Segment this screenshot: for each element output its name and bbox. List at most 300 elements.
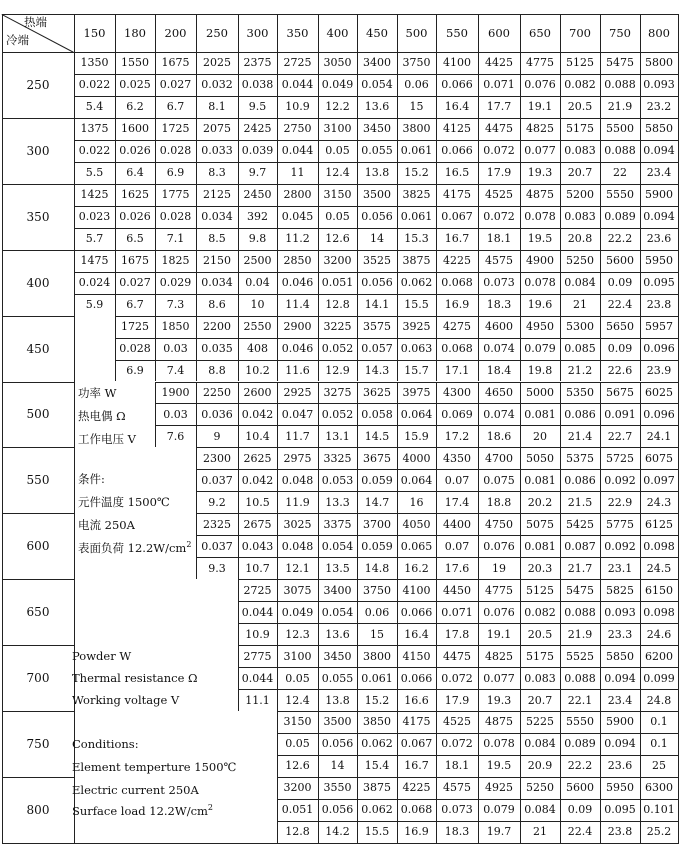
data-col-line	[600, 382, 601, 448]
table-cell-power: 5425	[566, 517, 594, 531]
table-cell-voltage: 22.6	[607, 364, 633, 377]
data-col-line	[520, 382, 521, 448]
table-cell-power: 3400	[323, 583, 352, 597]
data-col-line	[640, 316, 641, 382]
table-cell-power: 4125	[443, 122, 471, 136]
table-cell-resistance: 0.027	[159, 78, 192, 92]
data-col-line	[397, 711, 398, 777]
table-cell-power: 4275	[443, 320, 471, 334]
table-cell-voltage: 22.4	[567, 825, 593, 839]
table-cell-resistance: 0.087	[564, 539, 596, 553]
table-cell-power: 3800	[402, 122, 431, 136]
table-cell-power: 3800	[363, 649, 391, 663]
table-cell-voltage: 17.9	[444, 693, 470, 707]
table-cell-power: 4475	[443, 649, 471, 663]
data-col-line	[196, 52, 197, 118]
table-cell-power: 4300	[443, 385, 471, 399]
table-cell-voltage: 17.2	[444, 429, 470, 443]
table-cell-resistance: 0.024	[78, 276, 111, 290]
data-col-line	[397, 382, 398, 448]
table-cell-voltage: 20	[533, 429, 547, 443]
table-cell-power: 4475	[485, 122, 513, 136]
table-cell-voltage: 6.4	[126, 166, 144, 180]
data-col-line	[678, 382, 679, 448]
header-hot-temp: 800	[648, 26, 670, 40]
data-col-line	[318, 250, 319, 316]
data-col-line	[196, 513, 197, 579]
table-cell-voltage: 16.4	[444, 100, 470, 114]
table-cell-resistance: 0.09	[607, 342, 633, 356]
table-cell-voltage: 11	[290, 166, 305, 180]
table-cell-power: 5350	[566, 385, 594, 399]
table-cell-voltage: 16.7	[444, 232, 470, 246]
table-cell-resistance: 0.028	[159, 210, 192, 224]
table-cell-power: 5175	[566, 122, 594, 136]
data-col-line	[678, 184, 679, 250]
table-cell-voltage: 16.4	[404, 627, 429, 641]
table-cell-resistance: 0.051	[281, 803, 314, 817]
table-cell-power: 4775	[485, 583, 513, 597]
table-cell-resistance: 0.061	[400, 210, 433, 224]
data-col-line	[520, 645, 521, 711]
table-cell-power: 3450	[323, 649, 352, 663]
data-col-line	[640, 184, 641, 250]
table-cell-power: 4225	[443, 254, 471, 268]
data-col-line	[397, 184, 398, 250]
table-cell-power: 4450	[443, 583, 471, 597]
table-cell-voltage: 23.2	[646, 100, 672, 114]
table-cell-power: 5950	[606, 781, 634, 795]
data-col-line	[238, 52, 239, 118]
table-cell-resistance: 0.066	[441, 144, 473, 158]
cold-temp-label: 300	[26, 143, 50, 158]
table-cell-resistance: 0.042	[241, 473, 274, 487]
table-cell-power: 2250	[203, 385, 231, 399]
data-col-line	[318, 579, 319, 645]
table-cell-voltage: 22.1	[567, 693, 593, 707]
data-col-line	[318, 777, 319, 843]
table-cell-voltage: 19.6	[527, 298, 553, 312]
table-cell-voltage: 7.3	[166, 298, 185, 312]
table-cell-voltage: 15.2	[404, 166, 429, 180]
data-col-line	[520, 447, 521, 513]
table-cell-resistance: 0.088	[604, 144, 636, 158]
table-cell-power: 3450	[363, 122, 391, 136]
table-cell-resistance: 0.027	[119, 276, 151, 290]
table-cell-voltage: 12.3	[285, 627, 310, 641]
data-col-line	[238, 382, 239, 448]
corner-cold-label: 冷端	[6, 33, 29, 47]
conditions-cn-current: 电流 250A	[78, 518, 135, 532]
table-cell-power: 1725	[161, 122, 190, 136]
table-cell-voltage: 24.6	[646, 627, 672, 641]
table-cell-voltage: 15.3	[404, 232, 429, 246]
data-col-line	[436, 382, 437, 448]
data-col-line	[357, 447, 358, 513]
table-cell-voltage: 11.9	[285, 495, 310, 509]
table-cell-voltage: 9.3	[208, 561, 226, 575]
data-col-line	[436, 52, 437, 118]
table-cell-voltage: 18.3	[486, 298, 512, 312]
table-cell-voltage: 17.9	[486, 166, 512, 180]
cold-temp-label: 450	[26, 341, 50, 356]
data-col-line	[357, 184, 358, 250]
data-col-line	[238, 513, 239, 579]
table-cell-resistance: 0.075	[483, 473, 515, 487]
table-cell-resistance: 0.044	[281, 144, 314, 158]
table-cell-voltage: 19.3	[527, 166, 553, 180]
table-cell-voltage: 18.3	[444, 825, 470, 839]
table-cell-voltage: 19.8	[527, 364, 553, 377]
data-col-line	[357, 579, 358, 645]
table-cell-resistance: 0.076	[483, 539, 515, 553]
table-cell-power: 2300	[203, 451, 231, 465]
table-cell-voltage: 12.4	[285, 693, 310, 707]
table-cell-power: 3075	[283, 583, 312, 597]
table-cell-power: 3100	[323, 122, 352, 136]
table-cell-voltage: 21.7	[567, 561, 593, 575]
table-cell-power: 3875	[363, 781, 391, 795]
table-cell-power: 4525	[443, 715, 471, 729]
table-cell-voltage: 11.4	[285, 298, 310, 312]
table-cell-power: 3550	[323, 781, 352, 795]
header-hot-temp: 200	[164, 26, 187, 40]
table-cell-voltage: 24.5	[646, 561, 672, 575]
table-cell-resistance: 0.046	[281, 276, 314, 290]
data-col-line	[238, 118, 239, 184]
cold-temp-label: 800	[26, 802, 50, 817]
header-hot-temp: 600	[488, 26, 510, 40]
data-col-line	[520, 316, 521, 382]
table-cell-voltage: 17.6	[444, 561, 470, 575]
table-cell-resistance: 0.058	[361, 407, 393, 421]
table-cell-voltage: 18.1	[444, 759, 470, 773]
data-col-line	[155, 52, 156, 118]
table-cell-voltage: 16	[409, 495, 424, 509]
table-cell-voltage: 17.8	[444, 627, 470, 641]
table-cell-resistance: 0.054	[321, 605, 354, 619]
table-cell-voltage: 16.2	[404, 561, 429, 575]
table-cell-voltage: 23.9	[646, 364, 672, 377]
table-cell-power: 3500	[323, 715, 352, 729]
data-col-line	[196, 316, 197, 382]
header-hot-temp: 300	[246, 26, 269, 40]
table-cell-power: 0.1	[650, 715, 668, 729]
table-cell-power: 3575	[363, 320, 391, 334]
table-cell-resistance: 0.068	[400, 803, 433, 817]
header-hot-temp: 650	[529, 26, 551, 40]
data-col-line	[640, 52, 641, 118]
table-cell-voltage: 14.1	[364, 298, 390, 312]
table-cell-resistance: 0.089	[564, 737, 596, 751]
table-cell-resistance: 0.046	[281, 342, 314, 356]
table-cell-resistance: 0.062	[400, 276, 433, 290]
corner-hot-label: 热端	[24, 15, 47, 29]
table-cell-power: 5475	[606, 56, 634, 70]
table-cell-voltage: 24.8	[646, 693, 672, 707]
data-col-line	[277, 184, 278, 250]
data-col-line	[560, 250, 561, 316]
table-cell-resistance: 0.06	[364, 605, 390, 619]
table-cell-resistance: 0.073	[441, 803, 473, 817]
data-col-line	[357, 711, 358, 777]
table-cell-power: 5957	[645, 320, 673, 334]
data-col-line	[277, 447, 278, 513]
table-cell-power: 3275	[323, 385, 352, 399]
table-cell-resistance: 0.026	[119, 144, 151, 158]
table-cell-resistance: 0.077	[483, 671, 515, 685]
legend-cn-thermal: 热电偶 Ω	[78, 409, 126, 423]
header-hot-temp: 750	[609, 26, 631, 40]
data-col-line	[600, 711, 601, 777]
data-col-line	[678, 579, 679, 645]
table-cell-voltage: 15.7	[404, 364, 429, 377]
table-cell-voltage: 8.1	[208, 100, 226, 114]
table-cell-voltage: 14.7	[364, 495, 390, 509]
table-cell-resistance: 0.059	[361, 539, 393, 553]
table-cell-resistance: 0.035	[201, 342, 233, 356]
table-cell-power: 5500	[606, 122, 634, 136]
table-cell-power: 1350	[80, 56, 109, 70]
data-col-line	[277, 250, 278, 316]
table-cell-resistance: 0.063	[400, 342, 433, 356]
data-col-line	[436, 316, 437, 382]
table-cell-resistance: 0.07	[444, 539, 470, 553]
data-col-line	[600, 513, 601, 579]
data-col-line	[436, 513, 437, 579]
conditions-en-element-temp: Element temperture 1500℃	[72, 760, 237, 774]
table-cell-power: 1775	[161, 188, 190, 202]
data-col-line	[277, 645, 278, 711]
data-col-line	[600, 52, 601, 118]
header-hot-temp: 400	[326, 26, 349, 40]
table-cell-power: 4000	[402, 451, 431, 465]
table-cell-power: 1550	[121, 56, 149, 70]
table-cell-power: 5650	[606, 320, 634, 334]
table-cell-power: 3200	[323, 254, 352, 268]
data-col-line	[520, 777, 521, 843]
data-col-line	[238, 579, 239, 645]
data-col-line	[560, 777, 561, 843]
table-cell-power: 3925	[402, 320, 431, 334]
table-cell-power: 2425	[243, 122, 272, 136]
header-hot-temp: 700	[569, 26, 591, 40]
table-cell-voltage: 14.8	[364, 561, 390, 575]
table-cell-resistance: 0.071	[441, 605, 473, 619]
data-col-line	[678, 711, 679, 777]
data-col-line	[238, 184, 239, 250]
table-cell-voltage: 25.2	[646, 825, 672, 839]
table-cell-voltage: 17.7	[486, 100, 512, 114]
header-hot-temp: 180	[124, 26, 146, 40]
table-cell-power: 1825	[161, 254, 190, 268]
table-cell-voltage: 15.4	[364, 759, 390, 773]
table-cell-power: 4175	[402, 715, 431, 729]
table-cell-power: 2925	[283, 385, 312, 399]
table-cell-voltage: 12.8	[285, 825, 310, 839]
table-cell-power: 2750	[283, 122, 312, 136]
table-cell-voltage: 13.6	[364, 100, 390, 114]
table-cell-power: 4825	[526, 122, 554, 136]
data-col-line	[277, 382, 278, 448]
data-col-line	[397, 645, 398, 711]
table-cell-voltage: 14.5	[364, 429, 390, 443]
data-col-line	[678, 250, 679, 316]
data-col-line	[397, 777, 398, 843]
table-cell-power: 5300	[566, 320, 594, 334]
table-cell-voltage: 24.1	[646, 429, 672, 443]
table-cell-resistance: 0.037	[201, 473, 233, 487]
table-cell-resistance: 0.078	[524, 210, 556, 224]
data-col-line	[277, 711, 278, 777]
table-cell-resistance: 0.1	[650, 737, 668, 751]
table-cell-resistance: 0.042	[241, 407, 274, 421]
table-cell-resistance: 408	[247, 342, 268, 356]
table-cell-power: 1475	[80, 254, 109, 268]
table-cell-voltage: 21	[533, 825, 547, 839]
table-cell-power: 6025	[645, 385, 673, 399]
table-cell-voltage: 12.8	[325, 298, 350, 312]
table-cell-voltage: 7.6	[166, 429, 185, 443]
table-cell-voltage: 14	[330, 759, 345, 773]
data-col-line	[74, 52, 75, 118]
table-cell-voltage: 21.9	[567, 627, 593, 641]
data-col-line	[600, 250, 601, 316]
data-col-line	[560, 52, 561, 118]
table-cell-voltage: 16.9	[404, 825, 429, 839]
header-hot-temp: 250	[206, 26, 228, 40]
data-col-line	[436, 579, 437, 645]
table-cell-voltage: 22.9	[607, 495, 633, 509]
table-cell-voltage: 6.2	[126, 100, 144, 114]
cold-temp-label: 250	[26, 77, 50, 92]
table-cell-power: 3750	[363, 583, 391, 597]
table-cell-resistance: 0.076	[483, 605, 515, 619]
data-col-line	[600, 118, 601, 184]
data-col-line	[436, 777, 437, 843]
table-cell-resistance: 0.084	[524, 737, 556, 751]
data-col-line	[478, 382, 479, 448]
data-col-line	[318, 52, 319, 118]
table-cell-resistance: 0.034	[201, 276, 233, 290]
data-col-line	[196, 447, 197, 513]
table-cell-resistance: 0.078	[483, 737, 515, 751]
table-cell-power: 3875	[402, 254, 431, 268]
table-cell-voltage: 6.5	[126, 232, 144, 246]
cold-temp-label: 500	[26, 407, 50, 422]
table-cell-power: 2200	[203, 320, 231, 334]
table-cell-resistance: 0.088	[564, 671, 596, 685]
table-cell-voltage: 25	[652, 759, 666, 773]
data-col-line	[196, 382, 197, 448]
table-cell-power: 1675	[121, 254, 149, 268]
table-cell-resistance: 392	[247, 210, 268, 224]
table-cell-power: 4225	[402, 781, 431, 795]
conditions-en-surface-load: Surface load $12.2W/cm^2$	[72, 803, 214, 818]
table-cell-resistance: 0.072	[441, 671, 473, 685]
table-cell-voltage: 5.7	[85, 232, 104, 246]
table-cell-voltage: 10.2	[245, 364, 270, 377]
table-cell-voltage: 23.6	[607, 759, 633, 773]
table-cell-resistance: 0.088	[604, 78, 636, 92]
table-cell-resistance: 0.085	[564, 342, 596, 356]
data-col-line	[640, 250, 641, 316]
table-cell-power: 2025	[203, 56, 231, 70]
table-cell-power: 5250	[526, 781, 554, 795]
data-col-line	[640, 711, 641, 777]
table-cell-resistance: 0.074	[483, 407, 515, 421]
data-col-line	[155, 316, 156, 382]
data-col-line	[357, 118, 358, 184]
table-cell-voltage: 22.2	[567, 759, 593, 773]
data-col-line	[397, 52, 398, 118]
table-cell-power: 4650	[485, 385, 513, 399]
table-cell-voltage: 11.6	[285, 364, 310, 377]
table-cell-resistance: 0.083	[564, 144, 596, 158]
table-cell-voltage: 23.3	[607, 627, 633, 641]
table-cell-voltage: 5.9	[85, 298, 104, 312]
data-col-line	[357, 645, 358, 711]
table-cell-voltage: 18.8	[486, 495, 512, 509]
table-cell-power: 5525	[566, 649, 594, 663]
table-cell-power: 4525	[485, 188, 513, 202]
table-cell-power: 5900	[606, 715, 634, 729]
table-cell-voltage: 9.7	[248, 166, 267, 180]
table-cell-voltage: 23.4	[607, 693, 633, 707]
data-col-line	[520, 184, 521, 250]
table-cell-resistance: 0.094	[604, 737, 636, 751]
table-cell-resistance: 0.092	[604, 539, 636, 553]
table-cell-power: 4175	[443, 188, 471, 202]
table-cell-power: 5725	[606, 451, 634, 465]
table-cell-power: 5900	[645, 188, 673, 202]
table-cell-voltage: 6.9	[166, 166, 185, 180]
table-cell-power: 5550	[566, 715, 594, 729]
table-cell-voltage: 11.7	[285, 429, 310, 443]
table-cell-power: 4100	[402, 583, 431, 597]
data-col-line	[357, 52, 358, 118]
table-cell-resistance: 0.044	[241, 605, 274, 619]
table-cell-resistance: 0.022	[78, 144, 111, 158]
table-cell-resistance: 0.086	[564, 473, 596, 487]
table-cell-resistance: 0.048	[281, 539, 314, 553]
data-col-line	[238, 645, 239, 711]
table-cell-power: 2075	[203, 122, 231, 136]
table-cell-power: 2850	[283, 254, 312, 268]
data-col-line	[478, 645, 479, 711]
table-cell-power: 5800	[645, 56, 673, 70]
table-cell-voltage: 12.6	[325, 232, 350, 246]
table-cell-power: 3850	[363, 715, 391, 729]
table-cell-resistance: 0.091	[604, 407, 636, 421]
table-cell-resistance: 0.072	[483, 144, 515, 158]
table-cell-power: 3150	[283, 715, 312, 729]
data-col-line	[560, 184, 561, 250]
data-col-line	[560, 316, 561, 382]
table-cell-voltage: 13.8	[325, 693, 350, 707]
data-col-line	[277, 513, 278, 579]
table-cell-resistance: 0.026	[119, 210, 151, 224]
table-cell-resistance: 0.05	[325, 144, 350, 158]
table-cell-voltage: 10.5	[245, 495, 270, 509]
table-cell-voltage: 12.2	[325, 100, 350, 114]
table-cell-voltage: 6.7	[126, 298, 144, 312]
data-col-line	[436, 447, 437, 513]
table-cell-resistance: 0.028	[159, 144, 192, 158]
table-cell-power: 4425	[485, 56, 513, 70]
table-cell-power: 3625	[363, 385, 391, 399]
data-col-line	[318, 711, 319, 777]
